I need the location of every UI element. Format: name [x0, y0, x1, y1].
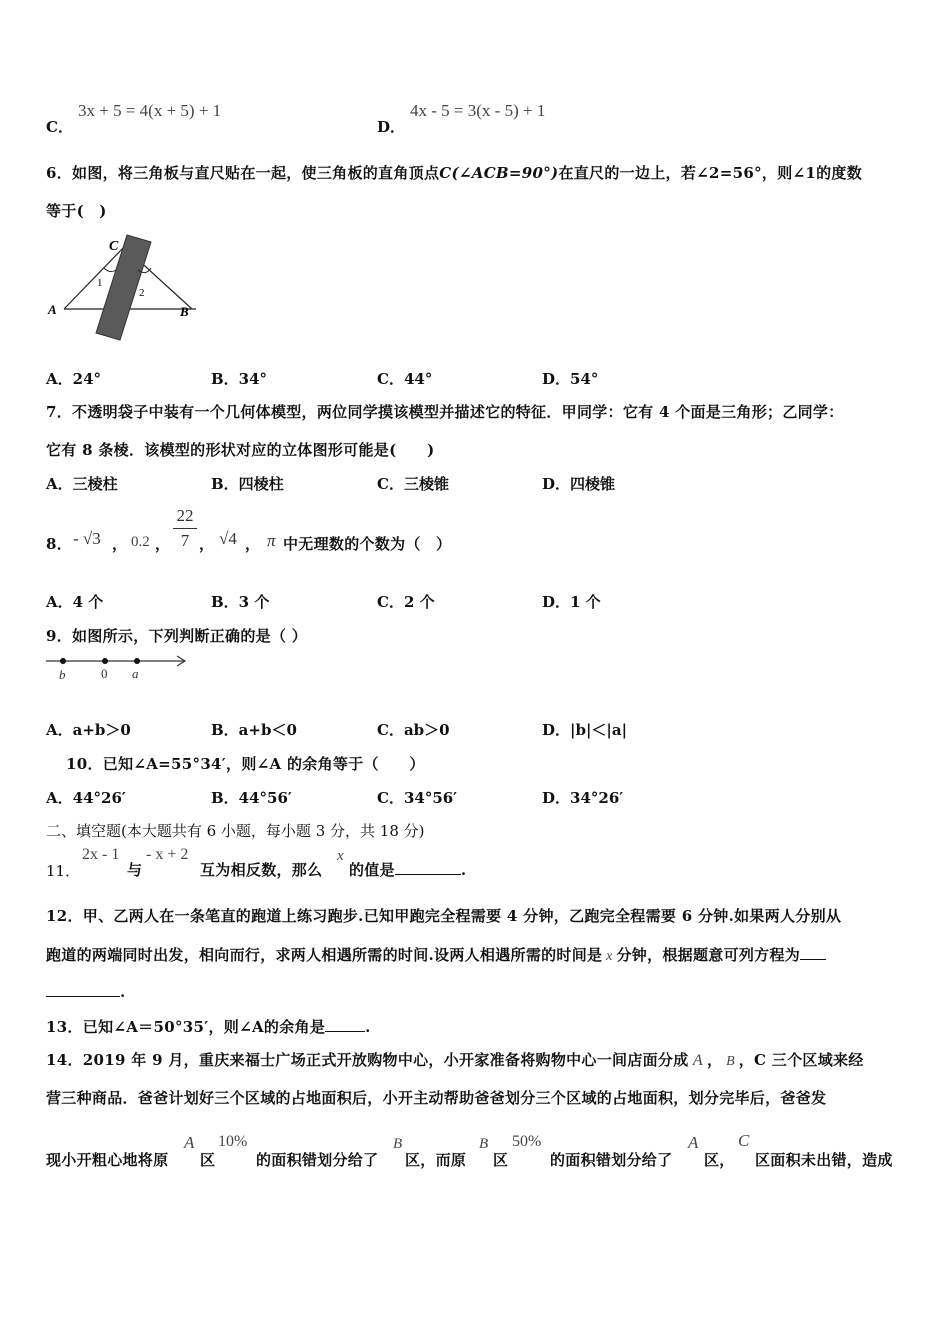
q12-question-line2: 跑道的两端同时出发，相向而行，求两人相遇所需的时间.设两人相遇所需的时间是 x 分钟，根据题意可列方程为	[46, 944, 826, 965]
q14-line3-B: B	[393, 1136, 403, 1152]
q8-option-d: D．1 个	[542, 593, 601, 611]
q8-fraction	[173, 506, 197, 551]
q13-question: 13．已知∠A＝50°35′，则∠A的余角是 .	[46, 1018, 371, 1036]
q14-line3-a: 现小开粗心地将原	[46, 1151, 169, 1169]
label-b: b	[59, 667, 66, 682]
q8-option-b: B．3 个	[211, 593, 270, 611]
q6-option-b: B．34°	[211, 370, 268, 388]
q12-question: 12．甲、乙两人在一条笔直的跑道上练习跑步.已知甲跑完全程需要 4 分钟，乙跑完全程需要 6 分钟.如果两人分别从	[46, 907, 842, 925]
q10-question: 10．已知∠A=55°34′，则∠A 的余角等于（ ）	[66, 755, 425, 773]
q8-neg-sqrt3: - √3	[73, 529, 101, 548]
q10-option-c: C．34°56′	[377, 789, 458, 807]
q5-option-d-label: D．	[377, 118, 406, 136]
label-b: B	[180, 304, 189, 319]
q11-number: 11．	[46, 862, 81, 880]
q8-sqrt4: √4	[219, 529, 237, 548]
q6-option-c: C．44°	[377, 370, 433, 388]
label-2: 2	[139, 287, 145, 299]
q14-line3-f: 区面积未出错，造成	[755, 1151, 893, 1169]
label-a: A	[48, 302, 57, 317]
label-c: C	[109, 239, 119, 254]
label-a: a	[132, 666, 139, 681]
q11-expr-1: 2x - 1	[82, 846, 120, 863]
q6-question: 6．如图，将三角板与直尺贴在一起，使三角板的直角顶点C(∠ACB=90°)在直尺的一边上，若∠2=56°，则∠1的度数	[46, 164, 863, 182]
q11-question-tail: 的值是 .	[349, 861, 467, 879]
q11-var-x: x	[337, 848, 344, 864]
q8-question-tail: 中无理数的个数为（ ）	[283, 535, 452, 553]
q5-option-d-expr: 4x - 5 = 3(x - 5) + 1	[410, 101, 546, 120]
q8-decimal: 0.2	[131, 534, 150, 550]
q6-figure	[44, 230, 204, 345]
q6-option-d: D．54°	[542, 370, 599, 388]
section-2-title: 二、填空题(本大题共有 6 小题，每小题 3 分，共 18 分)	[46, 822, 425, 840]
q6-question-line2: 等于( )	[46, 202, 107, 220]
q9-option-c: C．ab＞0	[377, 721, 450, 739]
q14-line3-A: A	[184, 1133, 195, 1152]
q8-comma-1: ，	[112, 535, 128, 553]
q14-question-line1: 14．2019 年 9 月，重庆来福士广场正式开放购物中心，小开家准备将购物中心一间店面分成 A ， B ，C 三个区域来经	[46, 1051, 864, 1069]
q7-option-b: B．四棱柱	[211, 475, 284, 493]
angle-1-arc	[104, 268, 116, 272]
q8-fraction-denominator: 7	[180, 531, 190, 550]
q11-question-mid: 互为相反数，那么	[200, 861, 323, 879]
q9-option-d: D．|b|＜|a|	[542, 721, 628, 739]
q7-question: 7．不透明袋子中装有一个几何体模型，两位同学摸该模型并描述它的特征．甲同学：它有 4 个面是三角形；乙同学：	[46, 403, 844, 421]
q9-option-b: B．a+b＜0	[211, 721, 297, 739]
q14-line3-c: 区，而原	[405, 1151, 467, 1169]
q14-line3-b: 的面积错划分给了	[256, 1151, 379, 1169]
q14-line3-d: 的面积错划分给了	[550, 1151, 673, 1169]
q9-question: 9．如图所示，下列判断正确的是（ ）	[46, 627, 308, 645]
q11-expr-2: - x + 2	[146, 846, 189, 863]
q5-option-c-expr: 3x + 5 = 4(x + 5) + 1	[78, 101, 222, 120]
q10-option-a: A．44°26′	[46, 789, 126, 807]
q8-fraction-numerator: 22	[176, 506, 194, 525]
q8-option-a: A．4 个	[46, 593, 104, 611]
point-b	[60, 658, 66, 664]
q6-option-a: A．24°	[46, 370, 102, 388]
q14-question-line2: 营三种商品．爸爸计划好三个区域的占地面积后，小开主动帮助爸爸划分三个区域的占地面积，划分完毕后，爸爸发	[46, 1089, 827, 1107]
q14-line3-e: 区，	[704, 1151, 735, 1169]
q7-option-d: D．四棱锥	[542, 475, 616, 493]
label-0: 0	[101, 666, 108, 681]
q14-line3-qu: 区	[200, 1151, 216, 1169]
q14-line3-50pct: 50%	[512, 1133, 542, 1150]
q5-option-c-label: C．	[46, 118, 73, 136]
q14-line3-B2: B	[479, 1136, 489, 1152]
q10-option-d: D．34°26′	[542, 789, 624, 807]
q9-number-line	[44, 650, 194, 684]
q14-line3-A2: A	[688, 1133, 699, 1152]
q8-comma-2: ，	[155, 535, 171, 553]
q12-question-line3: .	[46, 982, 126, 1001]
q8-pi: π	[267, 531, 276, 550]
q14-line3-C: C	[738, 1131, 750, 1150]
q14-line3-qu2: 区	[493, 1151, 509, 1169]
q14-line3-10pct: 10%	[218, 1133, 248, 1150]
q8-comma-3: ，	[199, 535, 215, 553]
q10-option-b: B．44°56′	[211, 789, 292, 807]
q8-option-c: C．2 个	[377, 593, 435, 611]
point-0	[102, 658, 108, 664]
q9-option-a: A．a+b＞0	[46, 721, 131, 739]
q11-yu: 与	[127, 861, 143, 879]
q8-number: 8．	[46, 535, 73, 553]
point-a	[134, 658, 140, 664]
label-1: 1	[97, 277, 103, 289]
q7-option-c: C．三棱锥	[377, 475, 449, 493]
q7-option-a: A．三棱柱	[46, 475, 118, 493]
q7-question-line2: 它有 8 条棱．该模型的形状对应的立体图形可能是( )	[46, 441, 435, 459]
q8-comma-4: ，	[245, 535, 261, 553]
